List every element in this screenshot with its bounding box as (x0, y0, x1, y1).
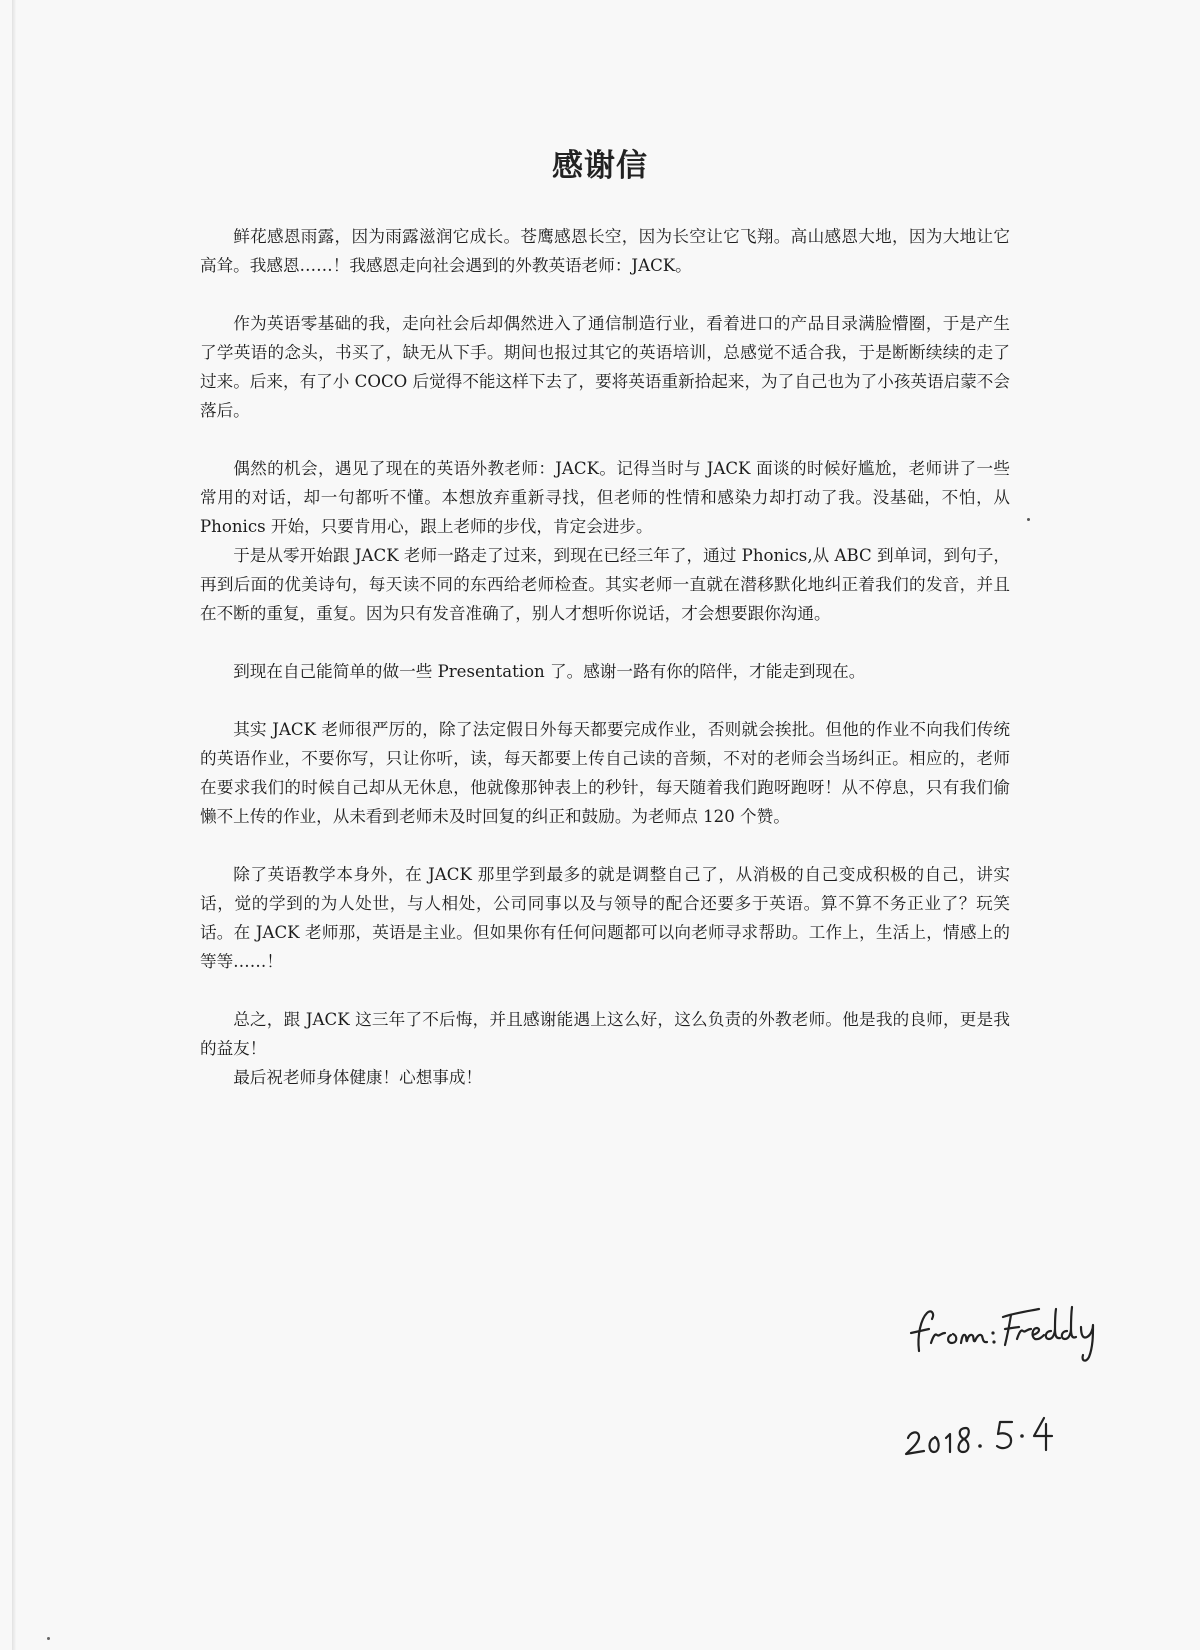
paragraph-7: 除了英语教学本身外，在 JACK 那里学到最多的就是调整自己了，从消极的自己变成积极的自己，讲实话，觉的学到的为人处世，与人相处，公司同事以及与领导的配合还要多于英语。算不算不务正业了？玩笑话。在 JACK 老师那，英语是主业。但如果你有任何问题都可以向老师寻求帮助。工作上，生活上，情感上的等等……！ (200, 865, 1010, 971)
letter-body (200, 222, 1010, 1092)
paragraph-1: 鲜花感恩雨露，因为雨露滋润它成长。苍鹰感恩长空，因为长空让它飞翔。高山感恩大地，因为大地让它高耸。我感恩……！我感恩走向社会遇到的外教英语老师：JACK。 (200, 227, 1010, 275)
handwritten-signature (905, 1295, 1125, 1365)
speck (1027, 518, 1030, 521)
paragraph-8: 总之，跟 JACK 这三年了不后悔，并且感谢能遇上这么好，这么负责的外教老师。他是我的良师，更是我的益友！ (200, 1010, 1010, 1058)
paragraph-3: 偶然的机会，遇见了现在的英语外教老师：JACK。记得当时与 JACK 面谈的时候好尴尬，老师讲了一些常用的对话，却一句都听不懂。本想放弃重新寻找，但老师的性情和感染力却打动了我。没基础，不怕，从 Phonics 开始，只要肯用心，跟上老师的步伐，肯定会进步。 (200, 459, 1010, 536)
speck (47, 1637, 50, 1640)
paragraph-4: 于是从零开始跟 JACK 老师一路走了过来，到现在已经三年了，通过 Phonics,从 ABC 到单词，到句子，再到后面的优美诗句，每天读不同的东西给老师检查。其实老师一直就在潜移默化地纠正着我们的发音，并且在不断的重复，重复。因为只有发音准确了，别人才想听你说话，才会想要跟你沟通。 (200, 546, 1010, 623)
handwritten-date (900, 1410, 1075, 1465)
letter-title: 感谢信 (552, 148, 648, 184)
paragraph-6: 其实 JACK 老师很严厉的，除了法定假日外每天都要完成作业，否则就会挨批。但他的作业不向我们传统的英语作业，不要你写，只让你听，读，每天都要上传自己读的音频，不对的老师会当场纠正。相应的，老师在要求我们的时候自己却从无休息，他就像那钟表上的秒针，每天随着我们跑呀跑呀！从不停息，只有我们偷懒不上传的作业，从未看到老师未及时回复的纠正和鼓励。为老师点 120 个赞。 (200, 720, 1010, 826)
paragraph-9: 最后祝老师身体健康！心想事成！ (233, 1068, 483, 1087)
paper-edge (12, 0, 16, 1650)
paragraph-2: 作为英语零基础的我，走向社会后却偶然进入了通信制造行业，看着进口的产品目录满脸懵圈，于是产生了学英语的念头，书买了，缺无从下手。期间也报过其它的英语培训，总感觉不适合我，于是断断续续的走了过来。后来，有了小 COCO 后觉得不能这样下去了，要将英语重新拾起来，为了自己也为了小孩英语启蒙不会落后。 (200, 314, 1010, 420)
paragraph-5: 到现在自己能简单的做一些 Presentation 了。感谢一路有你的陪伴，才能走到现在。 (233, 662, 866, 681)
